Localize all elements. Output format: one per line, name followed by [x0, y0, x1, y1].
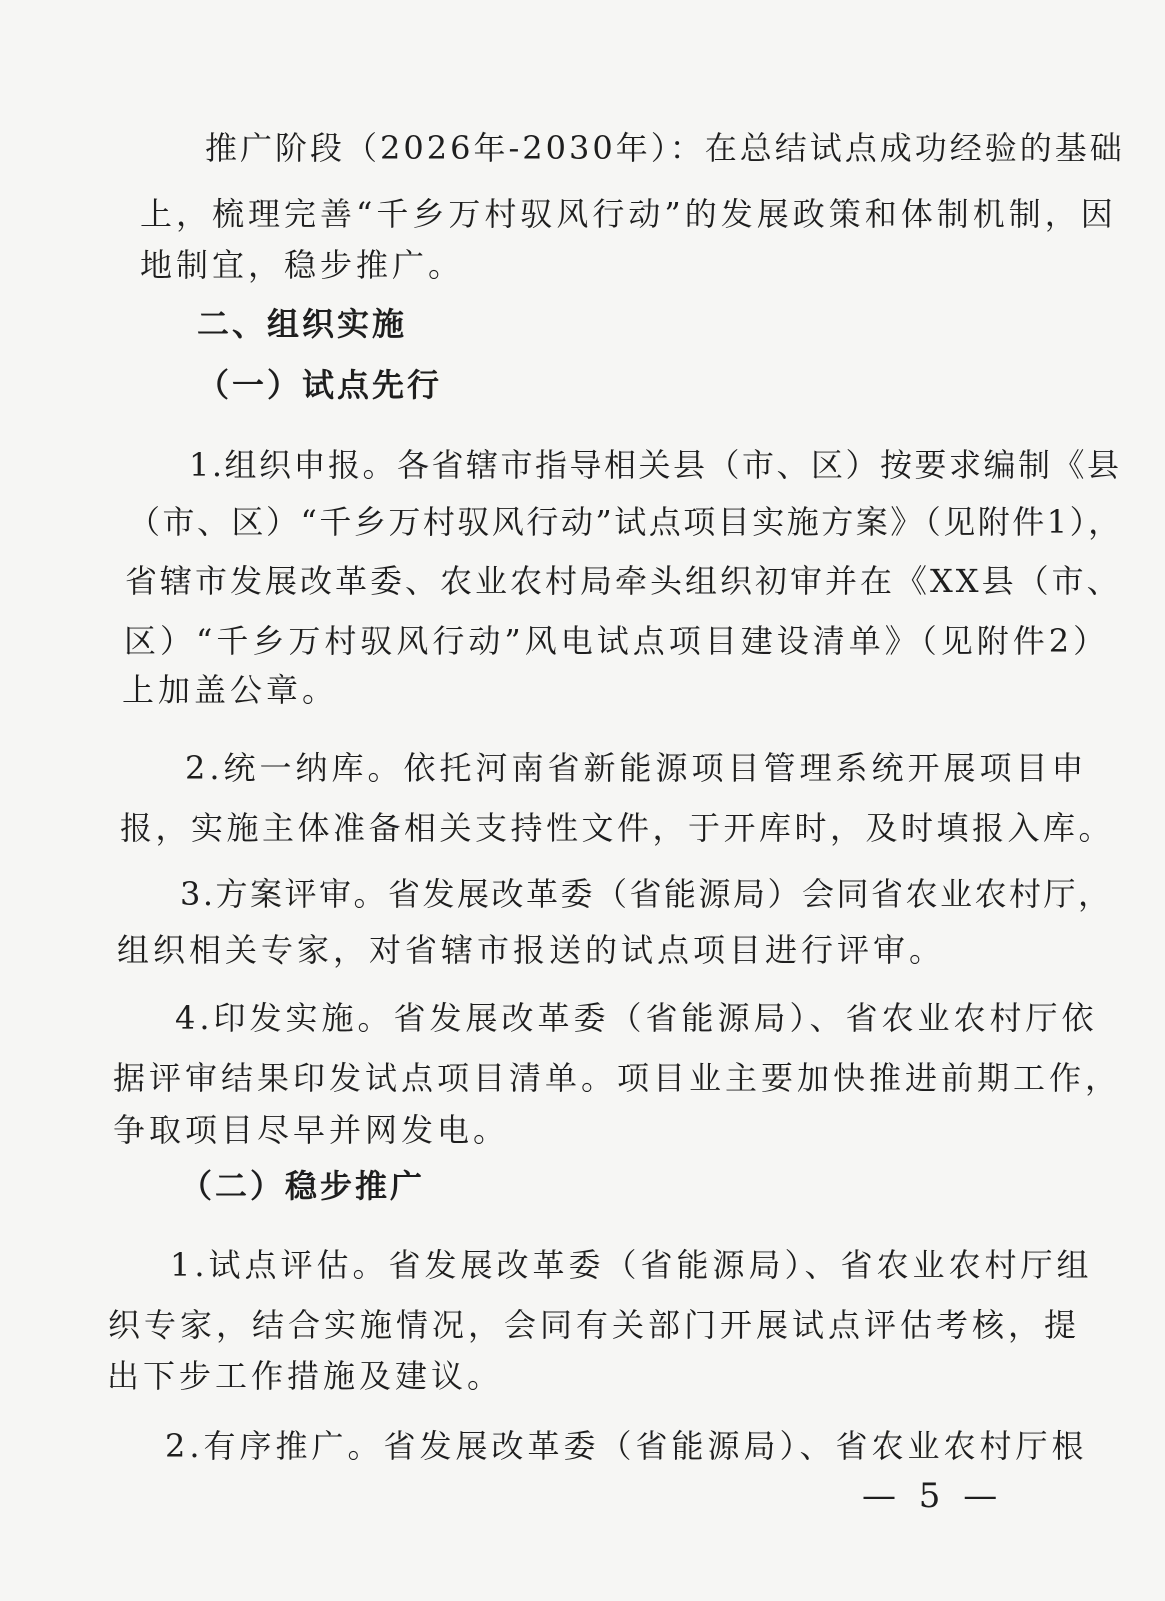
- text-line: 3.方案评审。省发展改革委（省能源局）会同省农业农村厅，: [180, 875, 1113, 913]
- text-line: 织专家，结合实施情况，会同有关部门开展试点评估考核，提: [108, 1306, 1081, 1344]
- text-line: 区）“千乡万村驭风行动”风电试点项目建设清单》（见附件2）: [124, 622, 1110, 660]
- subsection-heading: （一）试点先行: [197, 366, 443, 404]
- text-line: 上，梳理完善“千乡万村驭风行动”的发展政策和体制机制，因: [140, 195, 1117, 233]
- text-line: 4.印发实施。省发展改革委（省能源局）、省农业农村厅依: [175, 999, 1098, 1037]
- text-line: 据评审结果印发试点项目清单。项目业主要加快推进前期工作，: [113, 1059, 1122, 1097]
- text-line: 2.有序推广。省发展改革委（省能源局）、省农业农村厅根: [165, 1427, 1088, 1465]
- text-line: 地制宜，稳步推广。: [140, 246, 465, 284]
- text-line: 出下步工作措施及建议。: [107, 1357, 504, 1395]
- page-number: — 5 —: [862, 1476, 1004, 1516]
- subsection-heading: （二）稳步推广: [180, 1167, 426, 1205]
- text-line: 上加盖公章。: [122, 671, 339, 709]
- text-line: 2.统一纳库。依托河南省新能源项目管理系统开展项目申: [185, 749, 1088, 787]
- text-line: 推广阶段（2026年-2030年）：在总结试点成功经验的基础: [205, 129, 1125, 167]
- text-line: 报，实施主体准备相关支持性文件，于开库时，及时填报入库。: [120, 809, 1115, 847]
- text-line: 组织相关专家，对省辖市报送的试点项目进行评审。: [117, 931, 946, 969]
- text-line: 1.组织申报。各省辖市指导相关县（市、区）按要求编制《县: [189, 446, 1122, 484]
- text-line: 省辖市发展改革委、农业农村局牵头组织初审并在《XX县（市、: [125, 562, 1122, 600]
- section-heading: 二、组织实施: [197, 305, 408, 343]
- text-line: 争取项目尽早并网发电。: [113, 1111, 510, 1149]
- text-line: （市、区）“千乡万村驭风行动”试点项目实施方案》（见附件1），: [128, 503, 1123, 541]
- text-line: 1.试点评估。省发展改革委（省能源局）、省农业农村厅组: [170, 1246, 1093, 1284]
